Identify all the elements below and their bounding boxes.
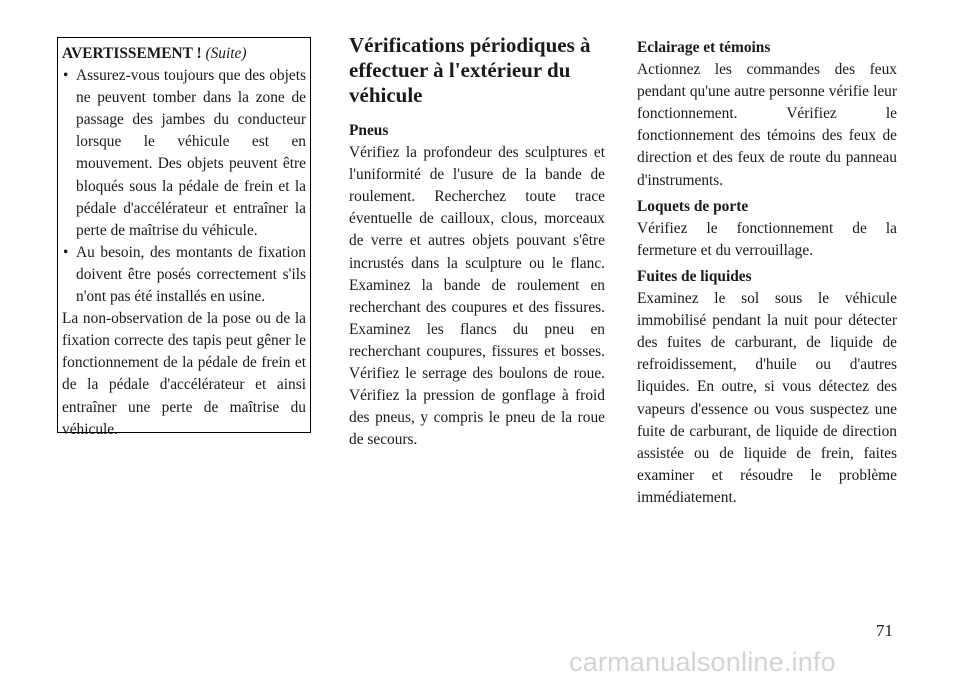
column-right [637, 37, 897, 513]
lights-text: Actionnez les commandes des feux pendant qu'une autre personne vérifie leur fonctionnement. Vérifiez le fonctionnement des témoins des feux de direction et des feux de route du panneau d'instruments. [637, 61, 897, 189]
warning-title: AVERTISSEMENT ! [62, 45, 202, 62]
tires-heading: Pneus [349, 122, 389, 139]
bullet-icon: • [63, 67, 69, 85]
warning-paragraph: La non-observation de la pose ou de la fixation correcte des tapis peut gêner le fonctionnement de la pédale de frein et de la pédale d'accélérateur et ainsi entraîner une perte de maîtrise du véhicule. [62, 310, 306, 438]
door-latches-text: Vérifiez le fonctionnement de la fermeture et du verrouillage. [637, 219, 897, 259]
column-middle [349, 33, 605, 455]
fluid-leaks-text: Examinez le sol sous le véhicule immobilisé pendant la nuit pour détecter des fuites de carburant, de liquide de refroidissement, d'huile ou d'autres liquides. En outre, si vous détectez des vapeurs d'essence ou vous suspectez une fuite de carburant, de liquide de direction assistée ou de liquide de frein, faites examiner et résoudre le problème immédiatement. [637, 290, 897, 506]
warning-header [62, 43, 306, 65]
warning-bullet-text: Assurez-vous toujours que des objets ne peuvent tomber dans la zone de passage des jambes du conducteur lorsque le véhicule est en mouvement. Des objets peuvent être bloqués sous la pédale de frein et la pédale d'accélérateur et entraîner la perte de maîtrise du véhicule. [76, 67, 306, 239]
page-number: 71 [876, 621, 893, 640]
fluid-leaks-heading: Fuites de liquides [637, 267, 752, 285]
warning-bullet [62, 242, 306, 308]
tires-text: Vérifiez la profondeur des sculptures et l'uniformité de l'usure de la bande de roulement. Recherchez toute trace éventuelle de cailloux, clous, morceaux de verre et autres objets pouvant s'être incrustés dans la sculpture ou le flanc. Examinez la bande de roulement en recherchant des coupures et des fissures. Examinez les flancs du pneu en recherchant coupures, fissures et bosses. Vérifiez le serrage des boulons de roue. Vérifiez la pression de gonflage à froid des pneus, y compris le pneu de la roue de secours. [349, 144, 605, 449]
section-title: Vérifications périodiques à effectuer à l'extérieur du véhicule [349, 33, 591, 107]
warning-bullet-text: Au besoin, des montants de fixation doivent être posés correctement s'ils n'ont pas été installés en usine. [76, 243, 306, 306]
watermark: carmanualsonline.info [569, 647, 836, 677]
warning-suite-label: (Suite) [205, 45, 247, 62]
door-latches-heading: Loquets de porte [637, 197, 749, 215]
lights-heading: Eclairage et témoins [637, 39, 771, 56]
warning-bullet [62, 65, 306, 242]
bullet-icon: • [63, 243, 69, 261]
warning-box [57, 37, 311, 438]
